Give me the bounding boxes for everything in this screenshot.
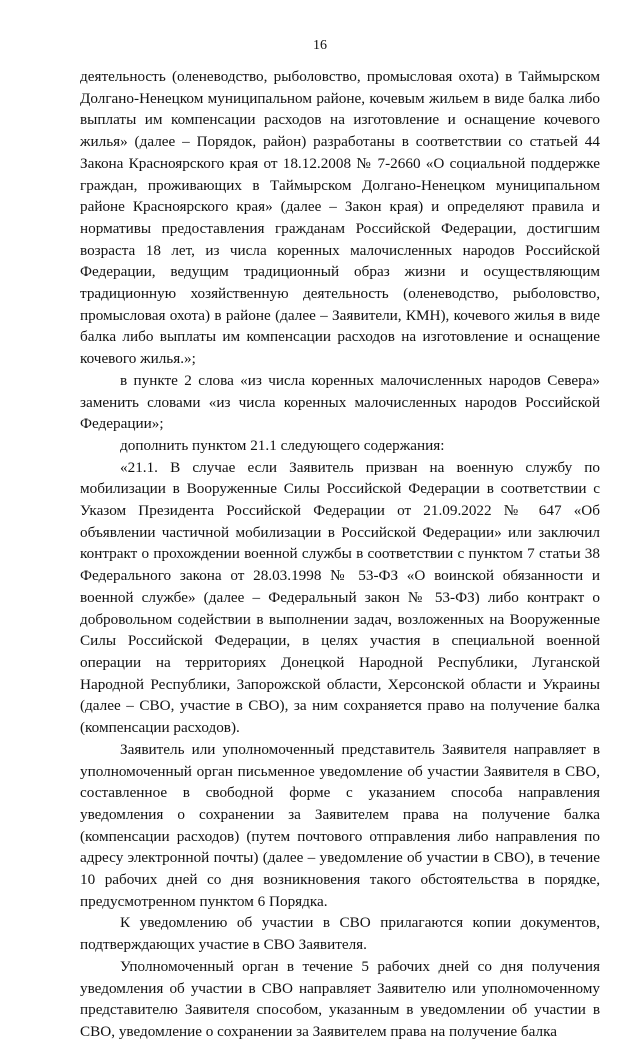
paragraph-add-point-21-1: дополнить пунктом 21.1 следующего содержания:: [120, 436, 445, 454]
paragraph-attachments: К уведомлению об участии в СВО прилагаются копии документов, подтверждающих участие в СВО Заявителя.: [80, 914, 600, 954]
paragraph-point-21-1: «21.1. В случае если Заявитель призван на военную службу по мобилизации в Вооруженные Силы Российской Федерации в соответствии с Указом Президента Российской Федерации от 21.09.2022 № 647 «Об объявлении частичной мобилизации в Российской Федерации» или заключил контракт о прохождении военной службы в соответствии с пунктом 7 статьи 38 Федерального закона от 28.03.1998 № 53-ФЗ «О воинской обязанности и военной службе» (далее – Федеральный закон № 53-ФЗ) либо контракт о добровольном содействии в выполнении задач, возложенных на Вооруженные Силы Российской Федерации, в целях участия в специальной военной операции на территориях Донецкой Народной Республики, Луганской Народной Республики, Запорожской области, Херсонской области и Украины (далее – СВО, участие в СВО), за ним сохраняется право на получение балка (компенсации расходов).: [80, 458, 600, 737]
page-number: 16: [313, 38, 327, 53]
paragraph-point-2-amendment: в пункте 2 слова «из числа коренных малочисленных народов Севера» заменить словами «из числа коренных малочисленных народов Российской Федерации»;: [80, 371, 600, 433]
paragraph-notification: Заявитель или уполномоченный представитель Заявителя направляет в уполномоченный орган письменное уведомление об участии Заявителя в СВО, составленное в свободной форме с указанием способа направления уведомления о сохранении за Заявителем права на получение балка (компенсации расходов) (путем почтового отправления либо направления по адресу электронной почты) (далее – уведомление об участии в СВО), в течение 10 рабочих дней со дня возникновения такого обстоятельства в порядке, предусмотренном пунктом 6 Порядка.: [80, 740, 600, 910]
paragraph-order-definition: деятельность (оленеводство, рыболовство, промысловая охота) в Таймырском Долгано-Ненецком муниципальном районе, кочевым жильем в виде балка либо выплаты им компенсации расходов на изготовление и оснащение кочевого жилья» (далее – Порядок, район) разработаны в соответствии со статьей 44 Закона Красноярского края от 18.12.2008 № 7-2660 «О социальной поддержке граждан, проживающих в Таймырском Долгано-Ненецком муниципальном районе Красноярского края» (далее – Закон края) и определяют правила и нормативы предоставления гражданам Российской Федерации, достигшим возраста 18 лет, из числа коренных малочисленных народов Российской Федерации, ведущим традиционный образ жизни и осуществляющим традиционную хозяйственную деятельность (оленеводство, рыболовство, промысловая охота) в районе (далее – Заявители, КМН), кочевого жилья в виде балка либо выплаты им компенсации расходов на изготовление и оснащение кочевого жилья.»;: [80, 68, 600, 368]
document-body: [80, 66, 600, 1043]
paragraph-authority-response: Уполномоченный орган в течение 5 рабочих дней со дня получения уведомления об участии в СВО направляет Заявителю или уполномоченному представителю Заявителя способом, указанным в уведомлении об участии в СВО, уведомление о сохранении за Заявителем права на получение балка: [80, 957, 600, 1040]
